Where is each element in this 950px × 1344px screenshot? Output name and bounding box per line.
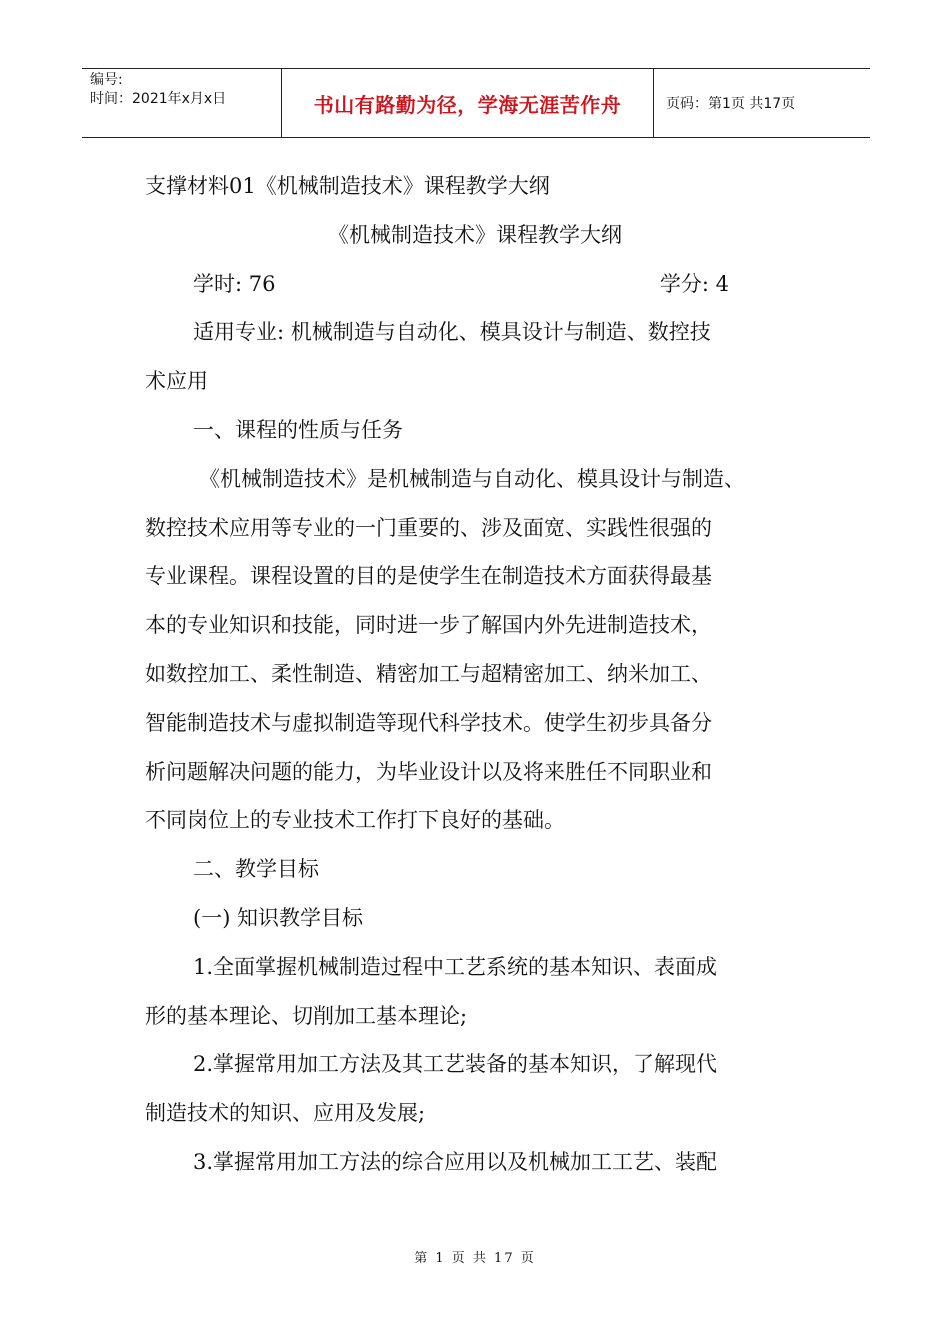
document-body bbox=[145, 162, 815, 1187]
serial-number-label: 编号: bbox=[90, 72, 123, 88]
paragraph-line: 智能制造技术与虚拟制造等现代科学技术。使学生初步具备分 bbox=[145, 710, 712, 735]
paragraph-line: 本的专业知识和技能，同时进一步了解国内外先进制造技术， bbox=[145, 613, 712, 638]
paragraph-line: 数控技术应用等专业的一门重要的、涉及面宽、实践性很强的 bbox=[145, 515, 712, 540]
section-heading-nature: 一、课程的性质与任务 bbox=[193, 417, 403, 442]
page-footer: 第 1 页 共 17 页 bbox=[414, 1251, 536, 1266]
course-credits: 学分: 4 bbox=[659, 271, 729, 296]
applicable-majors: 适用专业: 机械制造与自动化、模具设计与制造、数控技 bbox=[193, 320, 711, 345]
header-page-cell bbox=[654, 69, 870, 137]
objective-item-1-cont: 形的基本理论、切削加工基本理论; bbox=[145, 1003, 468, 1028]
paragraph-line: 如数控加工、柔性制造、精密加工与超精密加工、纳米加工、 bbox=[145, 661, 712, 686]
objective-item-2: 2.掌握常用加工方法及其工艺装备的基本知识，了解现代 bbox=[193, 1052, 718, 1077]
motto-text: 书山有路勤为径，学海无涯苦作舟 bbox=[313, 92, 622, 117]
paragraph-line: 《机械制造技术》是机械制造与自动化、模具设计与制造、 bbox=[199, 466, 745, 491]
objective-item-2-cont: 制造技术的知识、应用及发展; bbox=[145, 1101, 426, 1126]
objective-item-3: 3.掌握常用加工方法的综合应用以及机械加工工艺、装配 bbox=[193, 1149, 718, 1174]
paragraph-line: 不同岗位上的专业技术工作打下良好的基础。 bbox=[145, 808, 565, 833]
course-hours: 学时: 76 bbox=[193, 271, 276, 296]
date-label: 时间：2021年x月x日 bbox=[90, 91, 227, 107]
header-page-number: 页码：第1页 共17页 bbox=[666, 96, 796, 112]
header-motto-cell bbox=[282, 69, 654, 137]
page-header bbox=[82, 68, 870, 138]
document-title: 《机械制造技术》课程教学大纲 bbox=[328, 222, 622, 247]
support-material-title: 支撑材料01《机械制造技术》课程教学大纲 bbox=[145, 174, 550, 198]
section-heading-objectives: 二、教学目标 bbox=[193, 857, 319, 882]
objective-item-1: 1.全面掌握机械制造过程中工艺系统的基本知识、表面成 bbox=[193, 954, 718, 979]
header-meta-cell bbox=[82, 69, 282, 137]
hours-credits-row bbox=[145, 260, 815, 309]
paragraph-line: 专业课程。课程设置的目的是使学生在制造技术方面获得最基 bbox=[145, 564, 712, 589]
applicable-majors-cont: 术应用 bbox=[145, 369, 208, 394]
subsection-heading-knowledge: (一) 知识教学目标 bbox=[193, 905, 364, 930]
paragraph-line: 析问题解决问题的能力，为毕业设计以及将来胜任不同职业和 bbox=[145, 759, 712, 784]
